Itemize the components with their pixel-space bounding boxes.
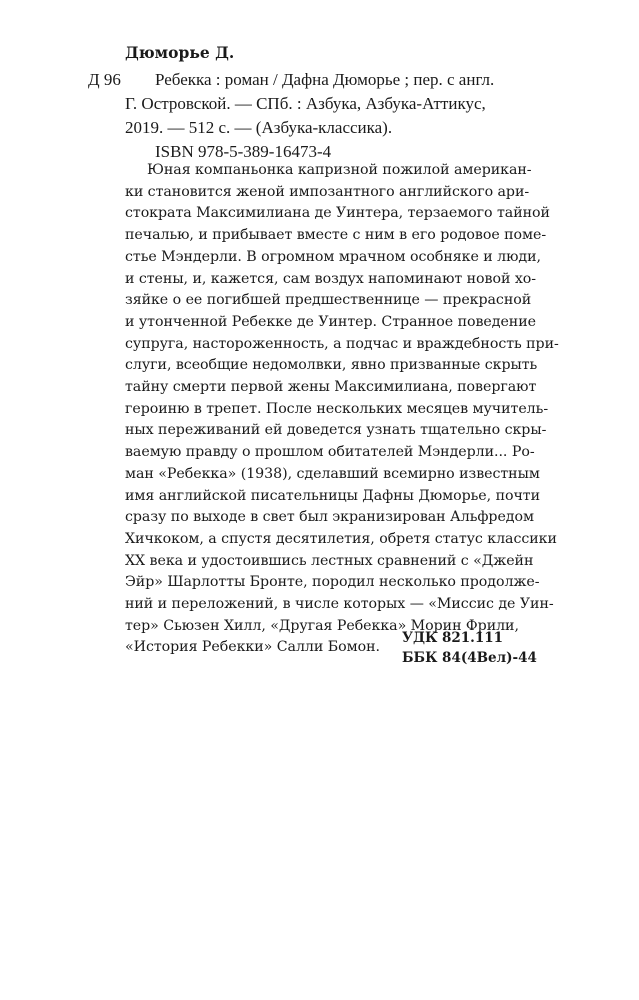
annotation-line: ман «Ребекка» (1938), сделавший всемирно известным xyxy=(125,465,540,482)
annotation-line: супруга, настороженность, а подчас и враждебность при- xyxy=(125,335,559,352)
annotation-line: Хичкоком, а спустя десятилетия, обретя статус классики xyxy=(125,530,557,547)
annotation-line: Юная компаньонка капризной пожилой американ- xyxy=(147,162,532,178)
bbk-code: ББК 84(4Вел)-44 xyxy=(402,650,537,666)
author-mark-code: Д 96 xyxy=(88,70,121,89)
author-heading: Дюморье Д. xyxy=(125,43,235,62)
annotation-line: «История Ребекки» Салли Бомон. xyxy=(125,639,380,656)
annotation-line: и стены, и, кажется, сам воздух напоминают новой хо- xyxy=(125,270,537,287)
annotation-line: ваемую правду о прошлом обитателей Мэндерли... Ро- xyxy=(125,444,535,461)
annotation xyxy=(125,160,557,659)
annotation-line: зяйке о ее погибшей предшественнице — прекрасной xyxy=(125,292,532,309)
annotation-line: сразу по выходе в свет был экранизирован Альфредом xyxy=(125,509,534,526)
classification-codes xyxy=(402,628,537,668)
annotation-line: и утонченной Ребекке де Уинтер. Странное поведение xyxy=(125,313,536,330)
annotation-line: тайну смерти первой жены Максимилиана, повергают xyxy=(125,379,537,396)
udk-code: УДК 821.111 xyxy=(402,630,503,646)
annotation-line: тер» Сьюзен Хилл, «Другая Ребекка» Морин Фрили, xyxy=(125,617,519,634)
annotation-line: ки становится женой импозантного английского ари- xyxy=(125,183,530,200)
annotation-line: печалью, и прибывает вместе с ним в его родовое поме- xyxy=(125,227,547,244)
annotation-line: героиню в трепет. После нескольких месяцев мучитель- xyxy=(125,400,549,417)
annotation-line: стье Мэндерли. В огромном мрачном особняке и люди, xyxy=(125,248,541,265)
isbn: ISBN 978-5-389-16473-4 xyxy=(155,142,332,161)
title-line-2: Г. Островской. — СПб. : Азбука, Азбука-Аттикус, xyxy=(125,94,486,113)
annotation-line: Эйр» Шарлотты Бронте, породил несколько продолже- xyxy=(125,574,540,591)
annotation-line: ных переживаний ей доведется узнать тщательно скры- xyxy=(125,422,547,439)
annotation-line: стократа Максимилиана де Уинтера, терзаемого тайной xyxy=(125,205,550,222)
annotation-line: ний и переложений, в числе которых — «Миссис де Уин- xyxy=(125,596,554,613)
annotation-line: XX века и удостоившись лестных сравнений с «Джейн xyxy=(125,552,534,569)
bibliographic-description xyxy=(125,68,575,140)
title-line-1: Ребекка : роман / Дафна Дюморье ; пер. с англ. xyxy=(155,70,495,89)
title-line-3: 2019. — 512 с. — (Азбука-классика). xyxy=(125,118,393,137)
annotation-line: имя английской писательницы Дафны Дюморье, почти xyxy=(125,487,541,504)
annotation-line: слуги, всеобщие недомолвки, явно призванные скрыть xyxy=(125,357,538,374)
